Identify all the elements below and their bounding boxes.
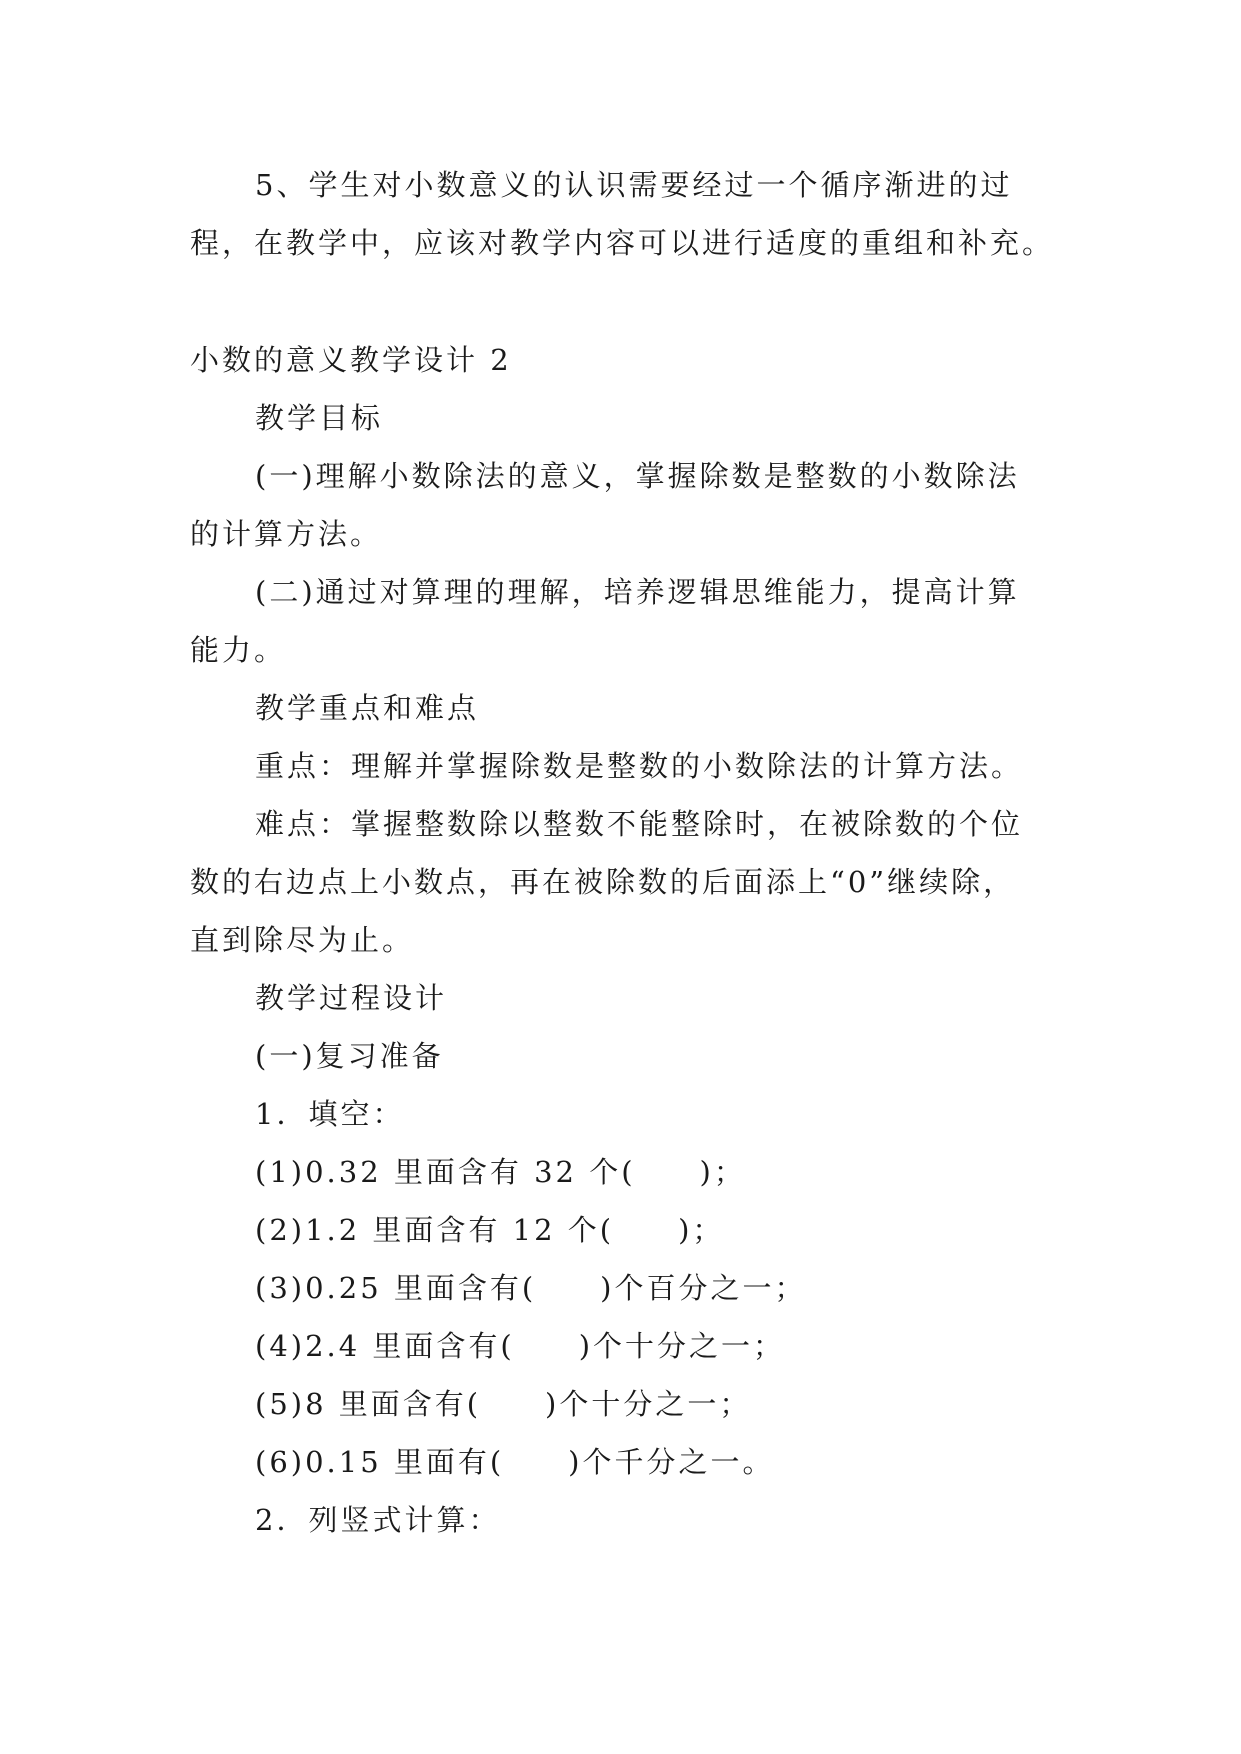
- paragraph-line: 直到除尽为止。: [190, 923, 415, 957]
- heading-line: 教学过程设计: [255, 981, 448, 1015]
- heading-line: 教学重点和难点: [255, 691, 480, 725]
- paragraph-line: (一)理解小数除法的意义，掌握除数是整数的小数除法: [255, 459, 1020, 493]
- list-item: (2)1.2 里面含有 12 个( )；: [255, 1213, 725, 1247]
- list-item: (5)8 里面含有( )个十分之一；: [255, 1387, 752, 1421]
- paragraph-line: (二)通过对算理的理解，培养逻辑思维能力，提高计算: [255, 575, 1020, 609]
- paragraph-line: 难点：掌握整数除以整数不能整除时，在被除数的个位: [255, 807, 1024, 841]
- paragraph-line: 数的右边点上小数点，再在被除数的后面添上“0”继续除，: [190, 865, 1016, 899]
- list-item: 1．填空：: [255, 1097, 405, 1131]
- list-item: (6)0.15 里面有( )个千分之一。: [255, 1445, 775, 1479]
- paragraph-line: 重点：理解并掌握除数是整数的小数除法的计算方法。: [255, 749, 1024, 783]
- paragraph-line: 程，在教学中，应该对教学内容可以进行适度的重组和补充。: [190, 226, 1055, 260]
- paragraph-line: 5、学生对小数意义的认识需要经过一个循序渐进的过: [255, 168, 1013, 202]
- list-item: 2．列竖式计算：: [255, 1503, 501, 1537]
- list-item: (3)0.25 里面含有( )个百分之一；: [255, 1271, 807, 1305]
- section-title: 小数的意义教学设计 2: [190, 343, 512, 377]
- heading-line: 教学目标: [255, 401, 384, 435]
- heading-line: (一)复习准备: [255, 1039, 444, 1073]
- list-item: (4)2.4 里面含有( )个十分之一；: [255, 1329, 786, 1363]
- list-item: (1)0.32 里面含有 32 个( )；: [255, 1155, 746, 1189]
- paragraph-line: 的计算方法。: [190, 517, 383, 551]
- paragraph-line: 能力。: [190, 633, 287, 667]
